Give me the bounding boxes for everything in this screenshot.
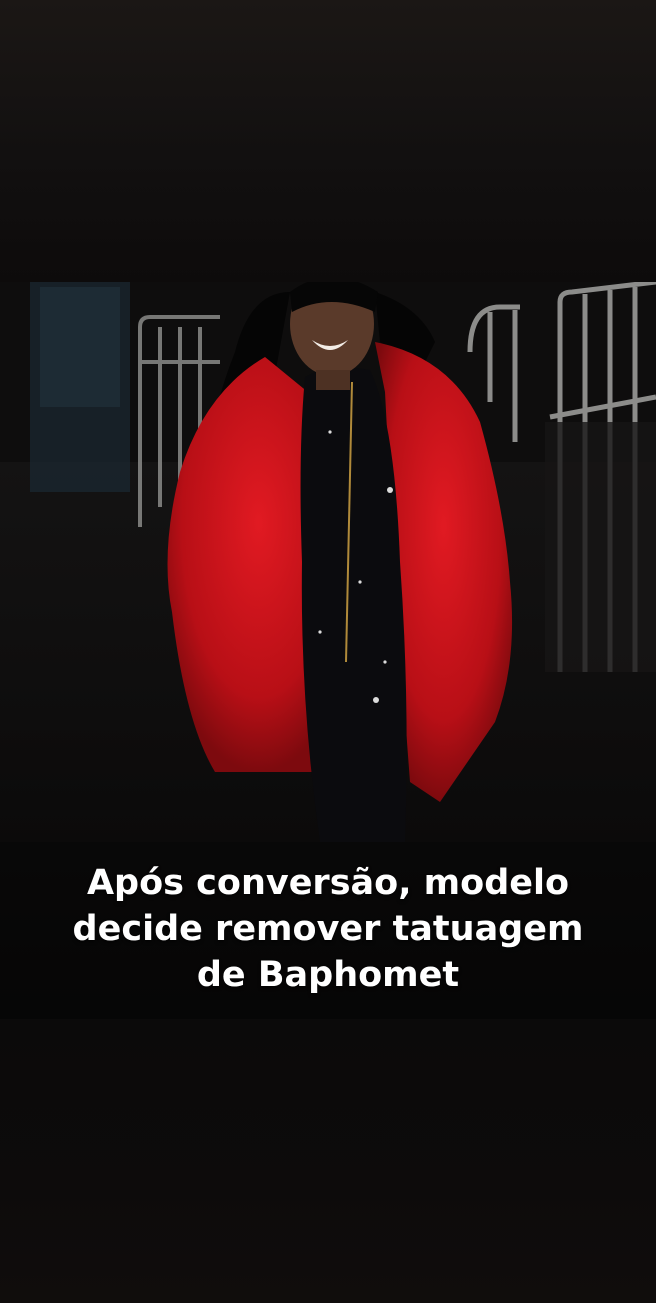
- blurred-background-bottom: [0, 1019, 656, 1303]
- blurred-background-top: [0, 0, 656, 282]
- caption-line-2: decide remover tatuagem: [72, 909, 584, 949]
- headline-caption: [0, 860, 656, 998]
- caption-line-3: de Baphomet: [196, 955, 460, 995]
- caption-line-1: Após conversão, modelo: [86, 863, 570, 903]
